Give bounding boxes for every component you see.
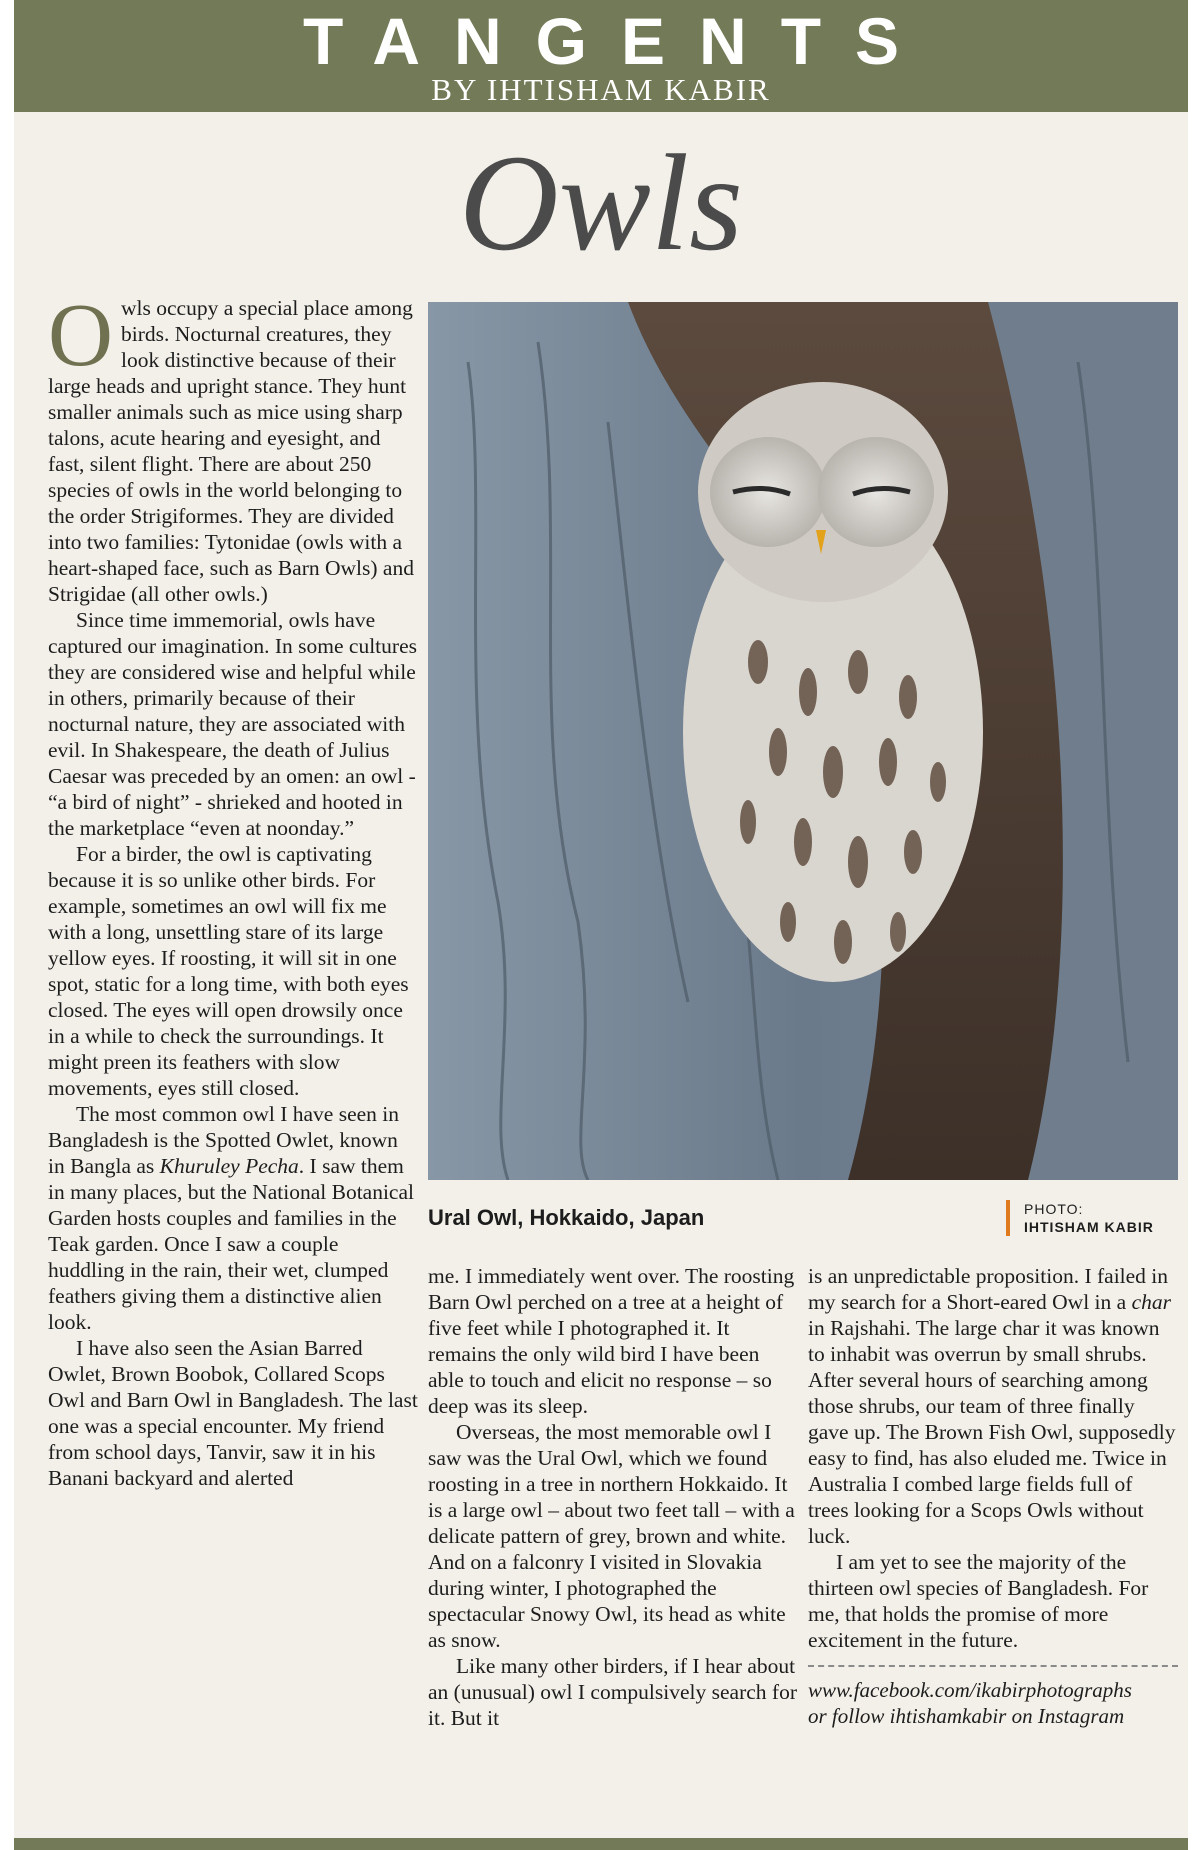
paragraph: Since time immemorial, owls have captured our imagination. In some cultures they are considered wise and helpful while in others, primarily because of their nocturnal nature, they are associated with evil. In Shakespeare, the death of Julius Caesar was preceded by an omen: an owl - “a bird of night” - shrieked and hooted in the marketplace “even at noonday.”: [48, 608, 417, 840]
article-column-2: [428, 1263, 798, 1731]
footer-links: [808, 1677, 1178, 1729]
paragraph: I am yet to see the majority of the thirteen owl species of Bangladesh. For me, that holds the promise of more excitement in the future.: [808, 1550, 1149, 1652]
italic-term: char: [1131, 1290, 1171, 1314]
page: [14, 0, 1188, 1850]
byline: BY IHTISHAM KABIR: [431, 72, 771, 107]
italic-term: Khuruley Pecha: [159, 1154, 299, 1178]
bottom-bar: [14, 1838, 1188, 1850]
owl-photo: [428, 302, 1178, 1180]
column-title: TANGENTS: [302, 4, 934, 78]
paragraph-text: The most common owl I have seen in Bangladesh is the Spotted Owlet, known in Bangla as: [48, 1102, 400, 1178]
paragraph: [48, 286, 418, 607]
paragraph-text: . I saw them in many places, but the National Botanical Garden hosts couples and families in the Teak garden. Once I saw a couple huddling in the rain, their wet, clumped feathers giving them a distinctive alien look.: [48, 1154, 414, 1334]
facebook-link[interactable]: www.facebook.com/ikabirphotographs: [808, 1678, 1132, 1702]
paragraph-text: is an unpredictable proposition. I failed in my search for a Short-eared Owl in a: [808, 1264, 1169, 1314]
paragraph: For a birder, the owl is captivating because it is so unlike other birds. For example, sometimes an owl will fix me with a long, unsettling stare of its large yellow eyes. If roosting, it will sit in one spot, static for a long time, with both eyes closed. The eyes will open drowsily once in a while to check the surroundings. It might preen its feathers with slow movements, eyes still closed.: [48, 842, 409, 1100]
article-headline: Owls: [459, 126, 743, 279]
paragraph: [48, 1101, 418, 1335]
drop-cap: O: [48, 286, 113, 385]
photo-credit-name: IHTISHAM KABIR: [1024, 1219, 1154, 1235]
article-column-3: [808, 1263, 1178, 1729]
photo-credit: [1006, 1200, 1154, 1236]
owl-photo-illustration: [428, 302, 1178, 1180]
paragraph-text: in Rajshahi. The large char it was known to inhabit was overrun by small shrubs. After several hours of searching among those shrubs, our team of three finally gave up. The Brown Fish Owl, supposedly easy to find, has also eluded me. Twice in Australia I combed large fields full of trees looking for a Scops Owls without luck.: [808, 1316, 1176, 1548]
paragraph: me. I immediately went over. The roosting Barn Owl perched on a tree at a height of five feet while I photographed it. It remains the only wild bird I have been able to touch and elicit no response – so deep was its sleep.: [428, 1264, 795, 1418]
dashed-divider: [808, 1665, 1178, 1667]
article-column-1: [48, 286, 418, 1491]
paragraph: Like many other birders, if I hear about an (unusual) owl I compulsively search for it. But it: [428, 1654, 797, 1730]
instagram-note: or follow ihtishamkabir on Instagram: [808, 1704, 1125, 1728]
paragraph: Overseas, the most memorable owl I saw was the Ural Owl, which we found roosting in a tree in northern Hokkaido. It is a large owl – about two feet tall – with a delicate pattern of grey, brown and white. And on a falconry I visited in Slovakia during winter, I photographed the spectacular Snowy Owl, its head as white as snow.: [428, 1420, 795, 1652]
column-banner: [14, 0, 1188, 112]
photo-caption: Ural Owl, Hokkaido, Japan: [428, 1205, 705, 1230]
paragraph-text: wls occupy a special place among birds. Nocturnal creatures, they look distinctive because of their large heads and upright stance. They hunt smaller animals such as mice using sharp talons, acute hearing and eyesight, and fast, silent flight. There are about 250 species of owls in the world belonging to the order Strigiformes. They are divided into two families: Tytonidae (owls with a heart-shaped face, such as Barn Owls) and Strigidae (all other owls.): [48, 296, 414, 606]
paragraph: [808, 1263, 1178, 1549]
paragraph: I have also seen the Asian Barred Owlet, Brown Boobok, Collared Scops Owl and Barn Owl in Bangladesh. The last one was a special encounter. My friend from school days, Tanvir, saw it in his Banani backyard and alerted: [48, 1336, 418, 1490]
photo-credit-label: PHOTO:: [1024, 1201, 1084, 1217]
